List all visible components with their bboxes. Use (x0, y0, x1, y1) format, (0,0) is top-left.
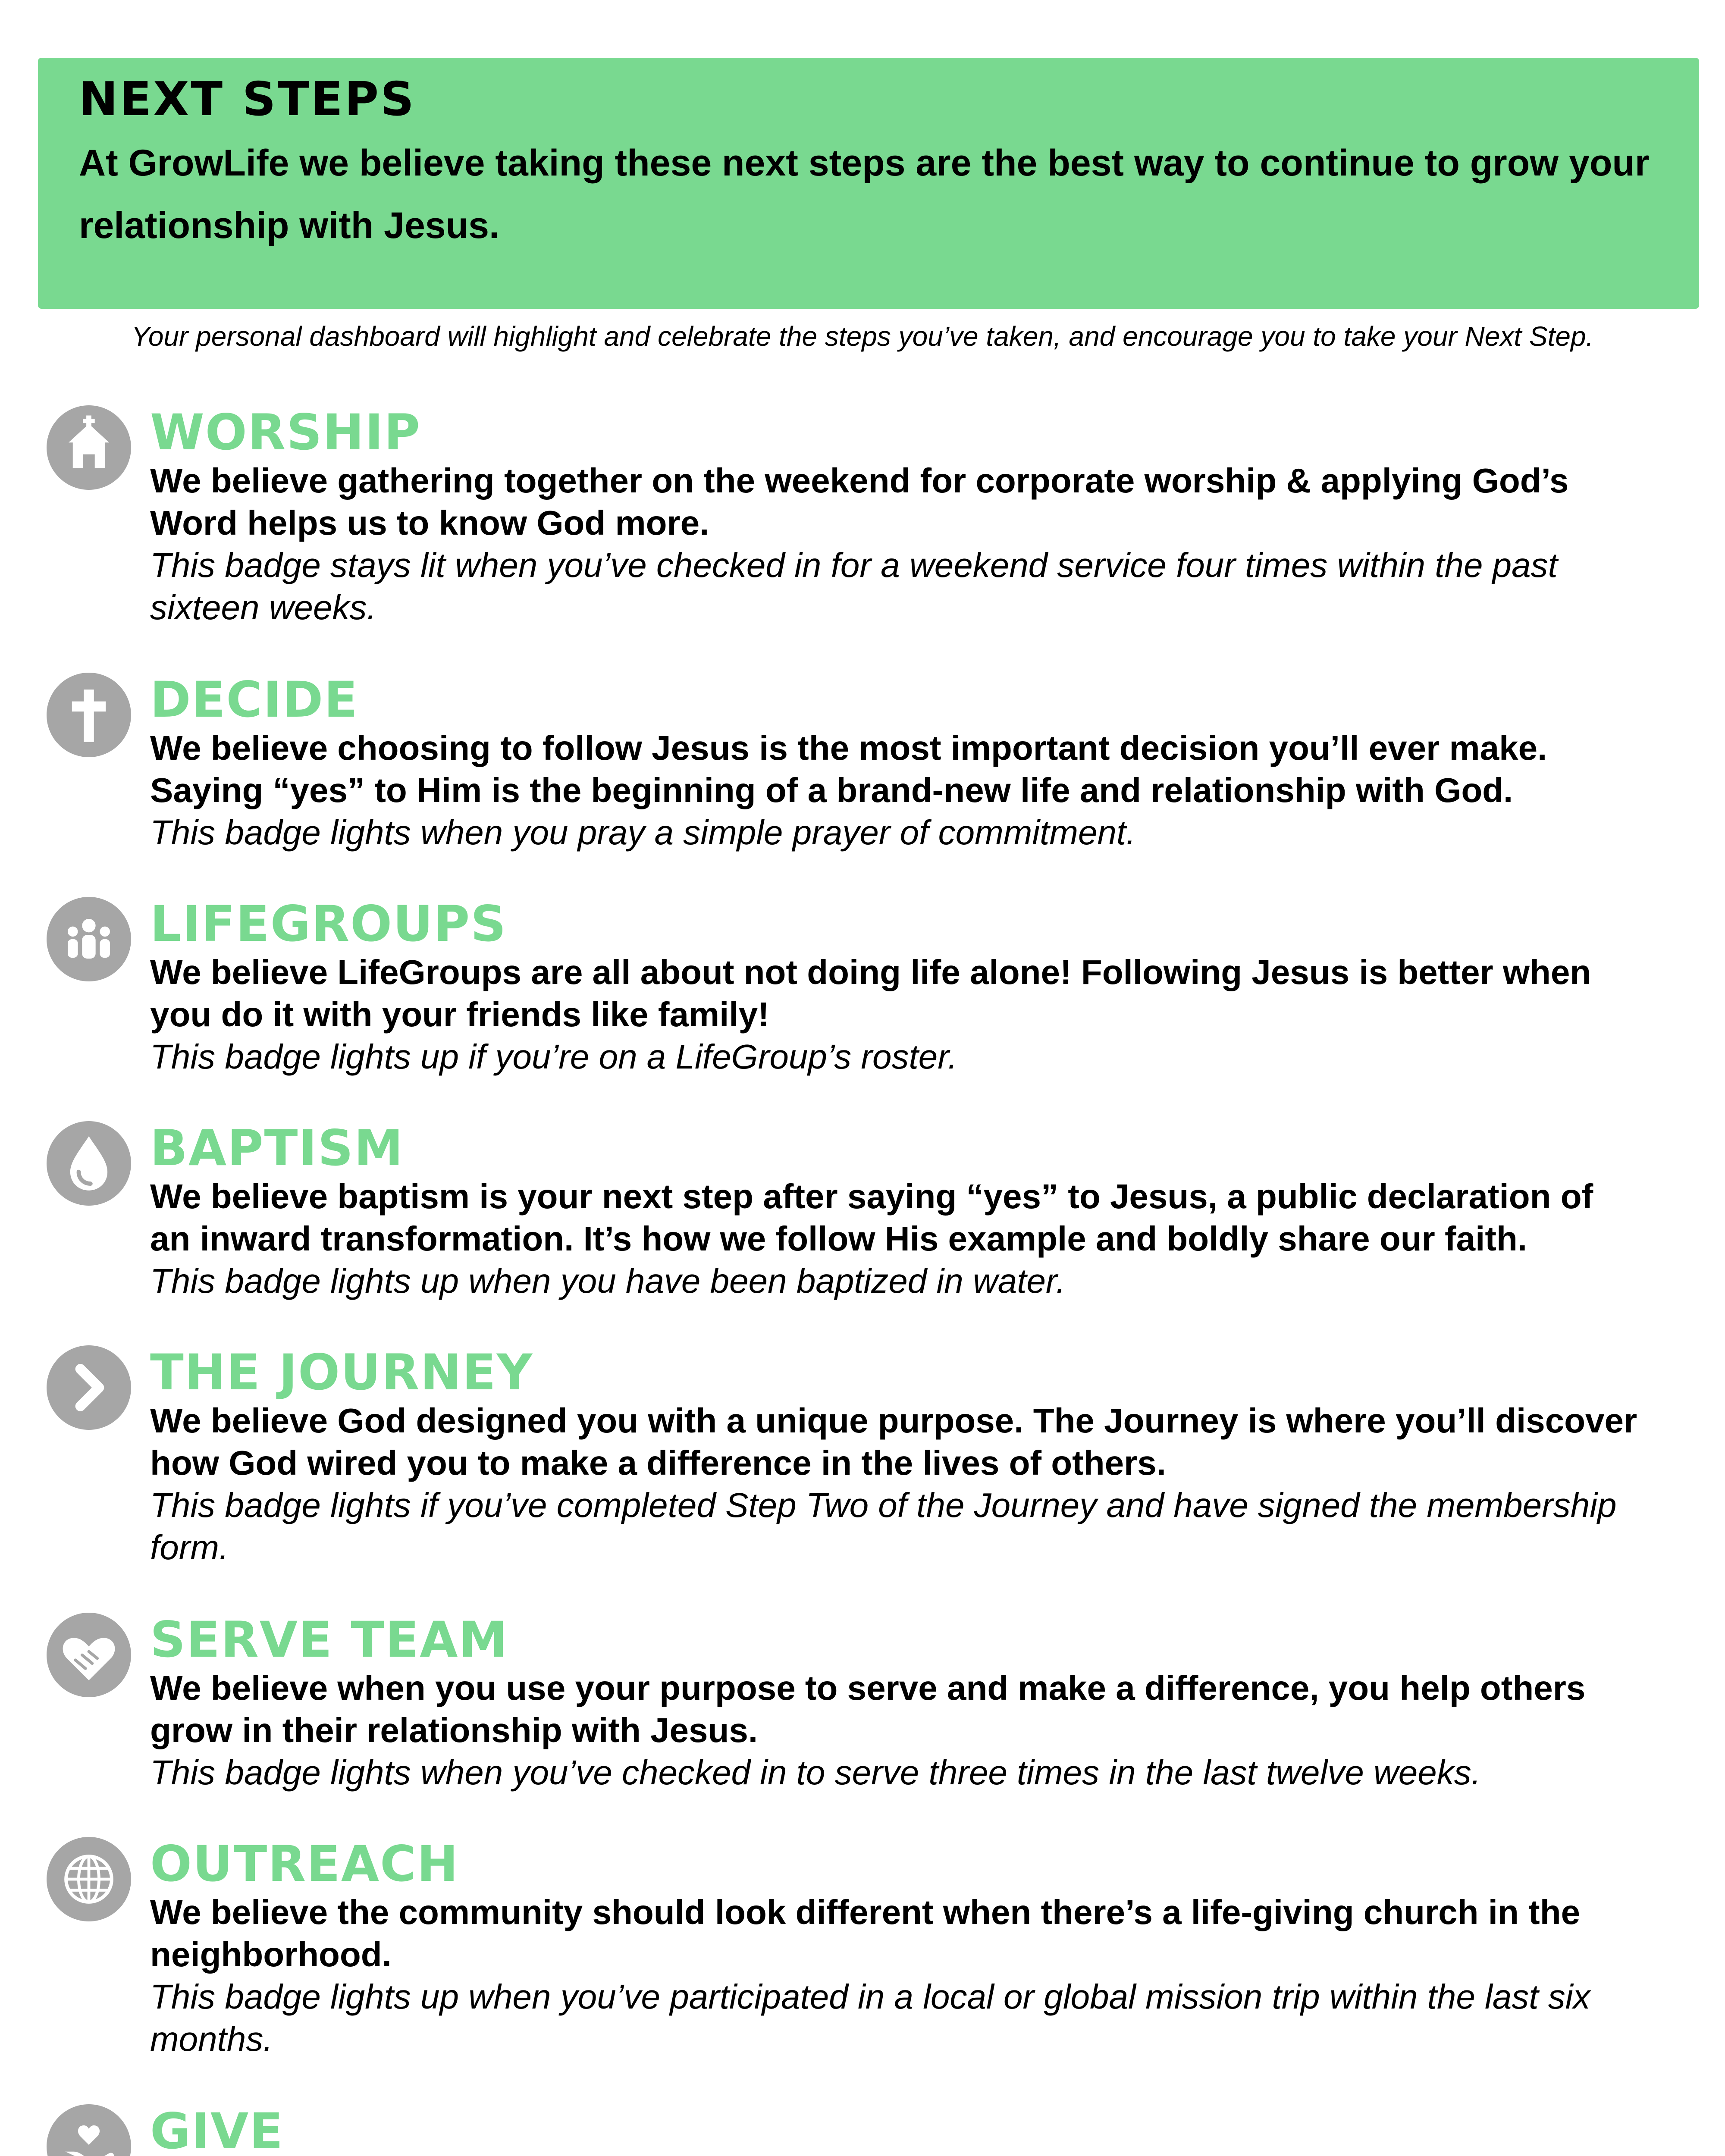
church-icon (47, 405, 131, 490)
step-badge-criteria: This badge lights up when you’ve participated in a local or global mission trip within the last six months. (150, 1977, 1590, 2058)
step-belief: We believe baptism is your next step after saying “yes” to Jesus, a public declaration of an inward transformation. It’s how we follow His example and boldly share our faith. (150, 1177, 1593, 1258)
step-title: SERVE TEAM (150, 1611, 508, 1668)
cross-icon (47, 673, 131, 757)
step-title: BAPTISM (150, 1119, 404, 1177)
step-badge-criteria: This badge lights when you’ve checked in to serve three times in the last twelve weeks. (150, 1753, 1481, 1792)
dashboard-note: Your personal dashboard will highlight and celebrate the steps you’ve taken, and encourage you to take your Next Step. (131, 321, 1594, 352)
step-badge-criteria: This badge lights if you’ve completed Step Two of the Journey and have signed the membership form. (150, 1486, 1617, 1567)
page-subtitle: At GrowLife we believe taking these next steps are the best way to continue to grow your relationship with Jesus. (79, 142, 1650, 246)
step-title: DECIDE (150, 671, 359, 728)
step-belief: We believe God designed you with a unique purpose. The Journey is where you’ll discover how God wired you to make a difference in the lives of others. (150, 1401, 1637, 1482)
heart-in-hand-icon (47, 2104, 131, 2156)
step-badge-criteria: This badge lights when you pray a simple prayer of commitment. (150, 813, 1136, 852)
step-belief: We believe gathering together on the weekend for corporate worship & applying God’s Word helps us to know God more. (150, 461, 1569, 542)
step-title: WORSHIP (150, 404, 421, 461)
page-title: NEXT STEPS (79, 72, 416, 126)
heart-hands-icon (47, 1613, 131, 1697)
step-badge-criteria: This badge stays lit when you’ve checked in for a weekend service four times within the past sixteen weeks. (150, 546, 1558, 627)
step-badge-criteria: This badge lights up if you’re on a LifeGroup’s roster. (150, 1037, 958, 1076)
step-title: OUTREACH (150, 1835, 459, 1893)
step-belief: We believe the community should look different when there’s a life-giving church in the neighborhood. (150, 1893, 1581, 1974)
water-drop-icon (47, 1121, 131, 1206)
step-belief: We believe LifeGroups are all about not doing life alone! Following Jesus is better when you do it with your friends like family! (150, 953, 1591, 1034)
step-belief: We believe choosing to follow Jesus is the most important decision you’ll ever make. Saying “yes” to Him is the beginning of a brand-new life and relationship with God. (150, 729, 1547, 809)
globe-icon (47, 1837, 131, 1921)
group-icon (47, 897, 131, 981)
step-badge-criteria: This badge lights up when you have been baptized in water. (150, 1262, 1066, 1300)
header-banner (38, 58, 1699, 309)
chevron-right-icon (47, 1345, 131, 1430)
step-title: GIVE (150, 2103, 284, 2156)
step-title: LIFEGROUPS (150, 895, 507, 953)
step-belief: We believe when you use your purpose to serve and make a difference, you help others grow in their relationship with Jesus. (150, 1669, 1586, 1749)
step-title: THE JOURNEY (150, 1344, 533, 1401)
